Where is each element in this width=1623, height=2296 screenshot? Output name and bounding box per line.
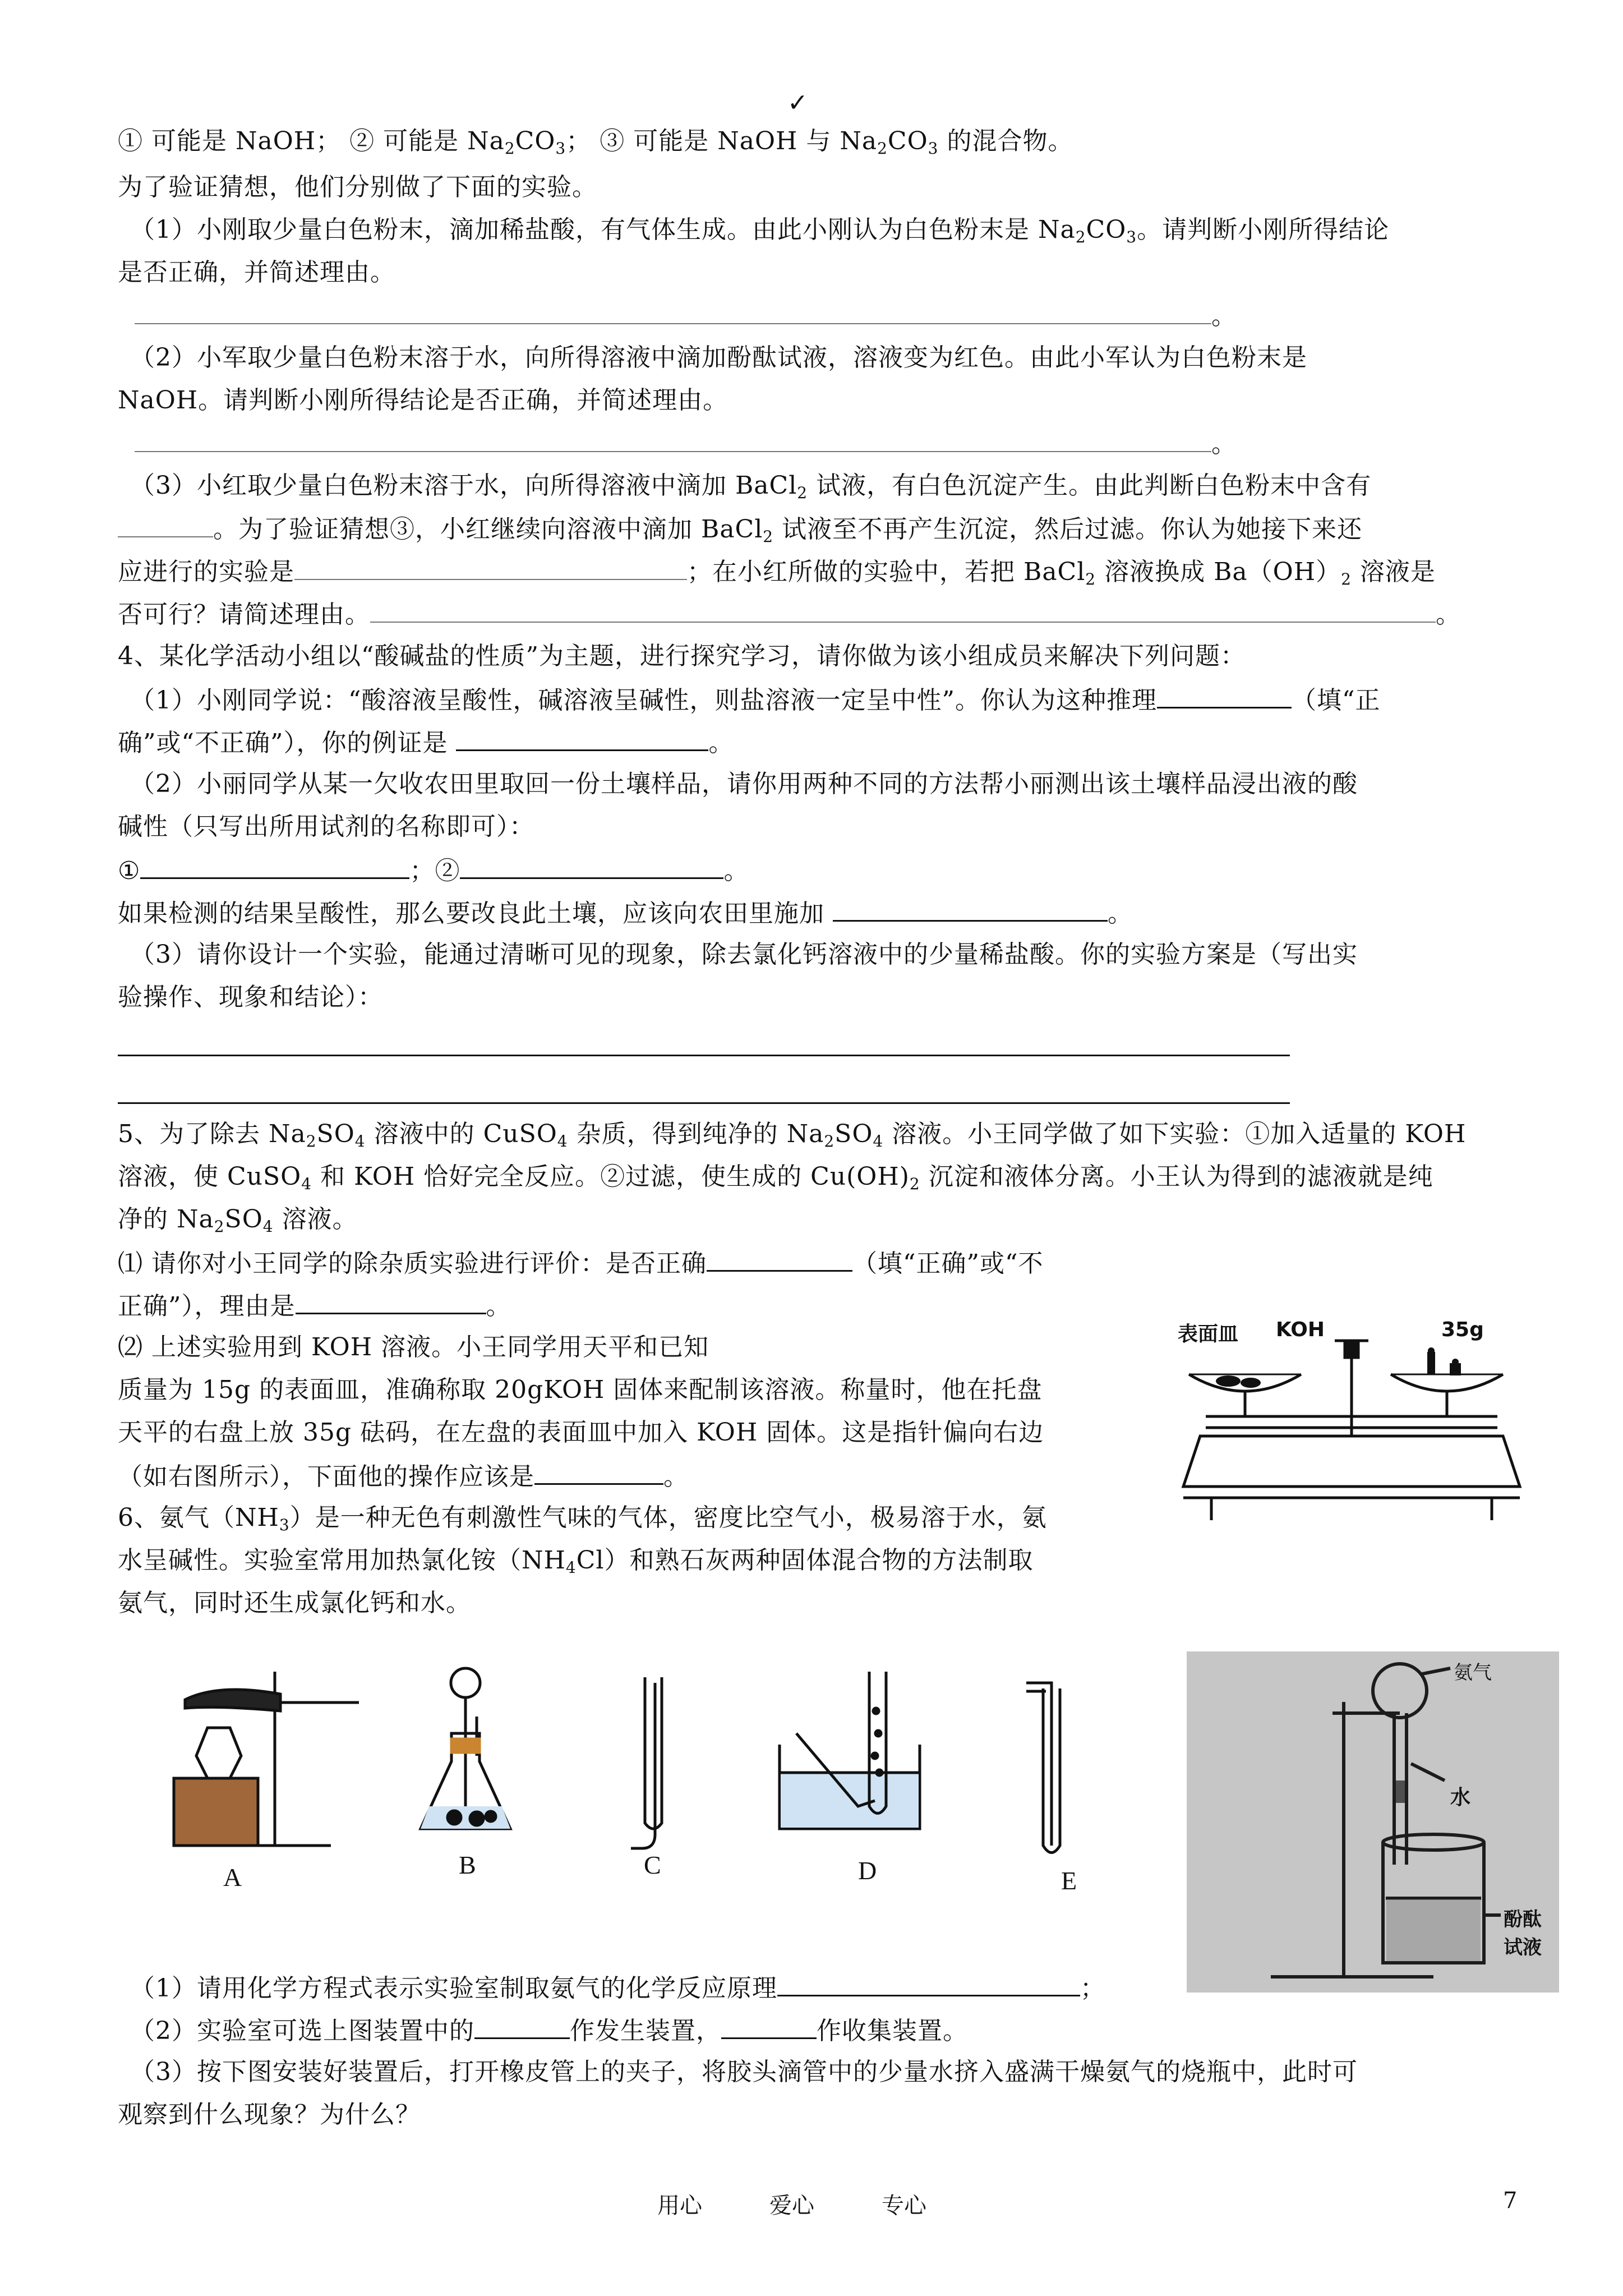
photo-reagent-label-2: 试液 xyxy=(1504,1936,1542,1959)
balance-figure xyxy=(1166,1318,1525,1531)
question-6-3: （3）按下图安装好装置后，打开橡皮管上的夹子，将胶头滴管中的少量水挤入盛满干燥氨气的烧瓶中，此时可 xyxy=(130,2058,1358,2086)
question-6-2: （2）实验室可选上图装置中的 作发生装置， 作收集装置。 xyxy=(130,2013,968,2048)
footer-text-2: 爱心 xyxy=(769,2193,814,2219)
question-3-cont: 。为了验证猜想③，小红继续向溶液中滴加 BaCl$_2$ 试液至不再产生沉淀，然后过滤。你认为她接下来还 xyxy=(118,512,1362,546)
apparatus-row xyxy=(140,1660,1127,1907)
answer-blank-6b[interactable] xyxy=(474,2013,570,2039)
balance-koh-label: KOH xyxy=(1276,1318,1325,1341)
text-line-2: 为了验证猜想，他们分别做了下面的实验。 xyxy=(118,173,597,201)
answer-blank-4d[interactable] xyxy=(460,853,723,879)
section-6-cont2: 氨气，同时还生成氯化钙和水。 xyxy=(118,1589,471,1617)
answer-blank-1[interactable]: 。 xyxy=(135,298,1237,333)
label-b: B xyxy=(459,1851,476,1879)
answer-blank-4e[interactable] xyxy=(833,895,1108,922)
answer-blank-5c[interactable] xyxy=(534,1458,663,1485)
question-2: （2）小军取少量白色粉末溶于水，向所得溶液中滴加酚酞试液，溶液变为红色。由此小军认为白色粉末是 xyxy=(130,343,1307,372)
question-4-3-cont: 验操作、现象和结论）： xyxy=(118,983,383,1011)
answer-blank-4b[interactable] xyxy=(456,725,708,751)
answer-blank-3c[interactable] xyxy=(370,597,1436,623)
photo-water-label: 水 xyxy=(1450,1786,1471,1809)
apparatus-b-drawing xyxy=(421,1668,510,1829)
answer-blank-6a[interactable] xyxy=(777,1970,1080,1996)
footer-text-1: 用心 xyxy=(657,2193,702,2219)
apparatus-d-drawing xyxy=(780,1672,920,1829)
photo-reagent-label-1: 酚酞 xyxy=(1504,1908,1542,1931)
balance-drawing xyxy=(1166,1318,1525,1531)
answer-blank-5b[interactable] xyxy=(296,1288,486,1314)
answer-blank-6c[interactable] xyxy=(721,2013,817,2039)
question-5-1-cont: 正确”），理由是 。 xyxy=(118,1288,511,1323)
section-5-cont: 溶液，使 CuSO$_4$ 和 KOH 恰好完全反应。②过滤，使生成的 $Cu(OH)_2$ 沉淀和液体分离。小王认为得到的滤液就是纯 xyxy=(118,1162,1433,1193)
section-6-intro: 6、氨气$(NH_3)$是一种无色有刺激性气味的气体，密度比空气小，极易溶于水，氨 xyxy=(118,1503,1047,1534)
page-number: 7 xyxy=(1503,2188,1518,2214)
question-6-3-cont: 观察到什么现象？为什么？ xyxy=(118,2100,421,2129)
answer-blank-4a[interactable] xyxy=(1157,682,1292,708)
answer-blank-4c[interactable] xyxy=(140,853,409,879)
apparatus-c-drawing xyxy=(631,1677,662,1848)
text-line-1: ① 可能是 NaOH； ② 可能是 $Na_2CO_3$； ③ 可能是 NaOH 与 $Na_2CO_3$ 的混合物。 xyxy=(118,127,1073,158)
question-4-1-cont: 确”或“不正确”），你的例证是 。 xyxy=(118,725,734,760)
question-4-2-blanks: ① ；② 。 xyxy=(118,853,749,888)
label-a: A xyxy=(223,1863,242,1892)
balance-weight-label: 35g xyxy=(1441,1318,1484,1341)
section-5-intro: 5、为了除去 $Na_2SO_4$ 溶液中的 CuSO$_4$ 杂质，得到纯净的 $Na_2SO_4$ 溶液。小王同学做了如下实验：①加入适量的 KOH xyxy=(118,1120,1467,1151)
label-e: E xyxy=(1061,1866,1077,1895)
question-6-1: （1）请用化学方程式表示实验室制取氨气的化学反应原理 ； xyxy=(130,1970,1105,2005)
label-d: D xyxy=(858,1856,877,1885)
answer-blank-3b[interactable] xyxy=(294,554,687,580)
question-5-1: ⑴ 请你对小王同学的除杂质实验进行评价：是否正确 （填“正确”或“不 xyxy=(118,1245,1043,1281)
question-4-2-cont2: 如果检测的结果呈酸性，那么要改良此土壤，应该向农田里施加 。 xyxy=(118,895,1133,931)
section-5-cont2: 净的 $Na_2SO_4$ 溶液。 xyxy=(118,1205,358,1236)
apparatus-drawing xyxy=(140,1660,1127,1907)
answer-line-4f[interactable] xyxy=(118,1055,1290,1056)
question-3-cont2: 应进行的实验是 ；在小红所做的实验中，若把 BaCl$_2$ 溶液换成 $Ba(OH)_2$ 溶液是 xyxy=(118,554,1436,589)
question-5-2-cont3: （如右图所示），下面他的操作应该是 。 xyxy=(118,1458,689,1494)
label-c: C xyxy=(644,1851,661,1879)
section-4-intro: 4、某化学活动小组以“酸碱盐的性质”为主题，进行探究学习，请你做为该小组成员来解决下列问题： xyxy=(118,642,1246,670)
answer-line-4g[interactable] xyxy=(118,1102,1290,1104)
question-4-2: （2）小丽同学从某一欠收农田里取回一份土壤样品，请你用两种不同的方法帮小丽测出该土壤样品浸出液的酸 xyxy=(130,770,1358,798)
answer-blank-5a[interactable] xyxy=(707,1245,852,1272)
fountain-experiment-photo xyxy=(1187,1651,1559,1993)
balance-dish-label: 表面皿 xyxy=(1178,1323,1239,1346)
answer-blank-3a[interactable] xyxy=(118,512,213,537)
checkmark: ✓ xyxy=(787,89,808,117)
question-5-2: ⑵ 上述实验用到 KOH 溶液。小王同学用天平和已知 xyxy=(118,1333,709,1361)
answer-blank-2[interactable]: 。 xyxy=(135,426,1237,461)
question-3-cont3: 否可行？请简述理由。 。 xyxy=(118,597,1461,632)
apparatus-a-drawing xyxy=(174,1672,359,1846)
apparatus-e-drawing xyxy=(1026,1683,1060,1853)
footer-text-3: 专心 xyxy=(882,2193,926,2219)
question-4-3: （3）请你设计一个实验，能通过清晰可见的现象，除去氯化钙溶液中的少量稀盐酸。你的实验方案是（写出实 xyxy=(130,940,1358,969)
question-4-1: （1）小刚同学说：“酸溶液呈酸性，碱溶液呈碱性，则盐溶液一定呈中性”。你认为这种推理 （填“正 xyxy=(130,682,1380,717)
photo-gas-label: 氨气 xyxy=(1454,1662,1492,1684)
question-1-cont: 是否正确，并简述理由。 xyxy=(118,258,395,287)
question-4-2-cont: 碱性（只写出所用试剂的名称即可）： xyxy=(118,812,534,841)
section-6-cont: 水呈碱性。实验室常用加热氯化铵$(NH_4Cl)$和熟石灰两种固体混合物的方法制取 xyxy=(118,1546,1034,1577)
question-5-2-cont2: 天平的右盘上放 35g 砝码，在左盘的表面皿中加入 KOH 固体。这是指针偏向右边 xyxy=(118,1418,1044,1447)
question-1: （1）小刚取少量白色粉末，滴加稀盐酸，有气体生成。由此小刚认为白色粉末是 $Na_2CO_3$。请判断小刚所得结论 xyxy=(130,215,1390,246)
question-3: （3）小红取少量白色粉末溶于水，向所得溶液中滴加 BaCl$_2$ 试液，有白色沉淀产生。由此判断白色粉末中含有 xyxy=(130,471,1372,502)
question-2-cont: NaOH。请判断小刚所得结论是否正确，并简述理由。 xyxy=(118,386,728,415)
question-5-2-cont: 质量为 15g 的表面皿，准确称取 20gKOH 固体来配制该溶液。称量时，他在托盘 xyxy=(118,1375,1043,1404)
